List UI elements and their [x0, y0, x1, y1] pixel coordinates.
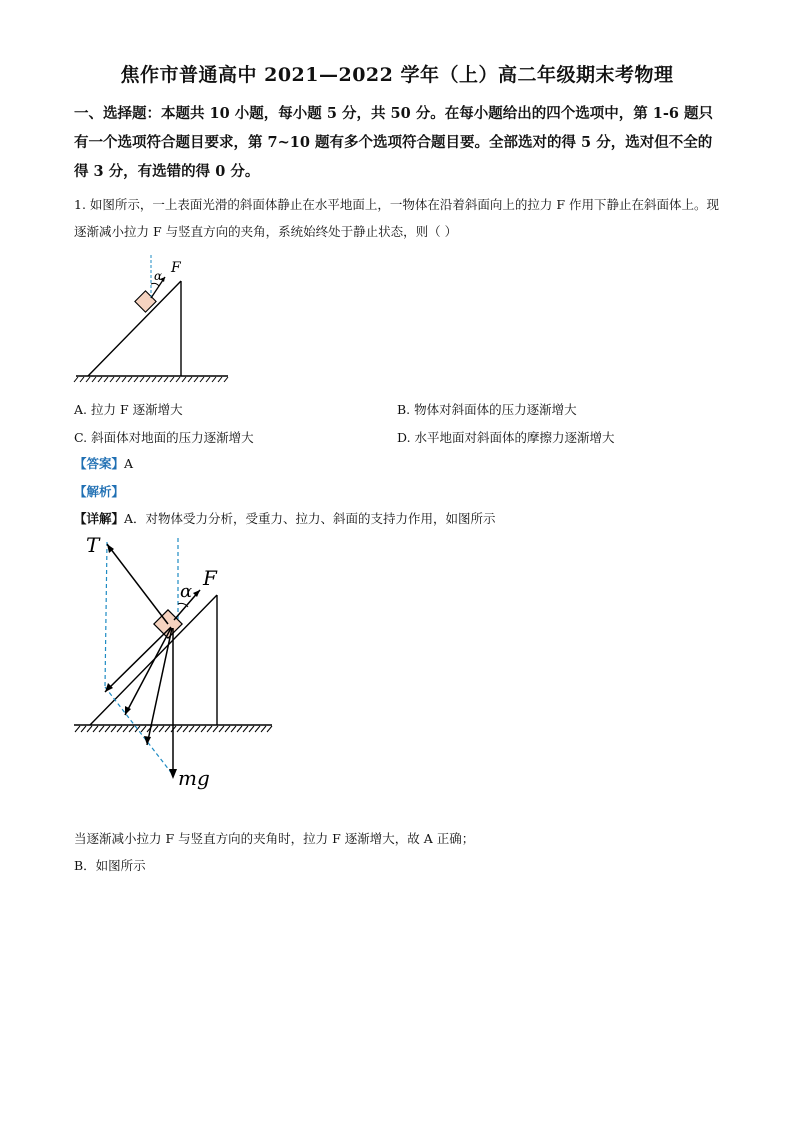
support-force-arrow-2 — [125, 628, 171, 715]
analysis-tag: 【解析】 — [74, 484, 125, 499]
detail-text: A．对物体受力分析，受重力、拉力、斜面的支持力作用，如图所示 — [124, 511, 496, 526]
page-title: 焦作市普通高中 2021—2022 学年（上）高二年级期末考物理 — [120, 64, 674, 86]
alpha-label: α — [154, 269, 163, 283]
section-header: 一、选择题：本题共 10 小题，每小题 5 分，共 50 分。在每小题给出的四个选项中，第 1-6 题只有一个选项符合题目要求，第 7~10 题有多个选项符合题目要。全部选对的得 5 分，选对但不全的得 3 分，有选错的得 0 分。 — [74, 105, 714, 180]
force-label: F — [203, 566, 217, 590]
incline-figure — [70, 255, 240, 385]
option-d: D. 水平地面对斜面体的摩擦力逐渐增大 — [397, 430, 615, 445]
ground-hatching — [74, 377, 228, 382]
option-c: C. 斜面体对地面的压力逐渐增大 — [74, 430, 254, 445]
question-1-stem: 1. 如图所示，一上表面光滑的斜面体静止在水平地面上，一物体在沿着斜面向上的拉力 F 作用下静止在斜面体上。现逐渐减小拉力 F 与竖直方向的夹角，系统始终处于静止状态，则（ ） — [74, 197, 720, 239]
answer-value: A — [124, 456, 134, 471]
detail-line — [74, 509, 496, 527]
dashed-line-left — [105, 542, 107, 687]
part-b-text: B．如图所示 — [74, 858, 146, 873]
tension-label: T — [86, 533, 100, 557]
alpha-label: α — [180, 581, 193, 602]
dashed-line-diagonal — [105, 687, 173, 775]
incline-slope — [88, 281, 181, 376]
force-analysis-figure — [70, 532, 285, 794]
detail-tag: 【详解】 — [74, 511, 125, 526]
conclusion-text: 当逐渐减小拉力 F 与竖直方向的夹角时，拉力 F 逐渐增大，故 A 正确； — [74, 831, 475, 846]
force-label: F — [171, 260, 181, 276]
answer-line — [74, 454, 133, 472]
weight-label: mg — [178, 766, 210, 790]
angle-arc — [151, 283, 159, 286]
tension-arrow — [107, 544, 168, 624]
option-a: A. 拉力 F 逐渐增大 — [74, 402, 183, 417]
answer-tag: 【答案】 — [74, 456, 125, 471]
option-b: B. 物体对斜面体的压力逐渐增大 — [397, 402, 577, 417]
